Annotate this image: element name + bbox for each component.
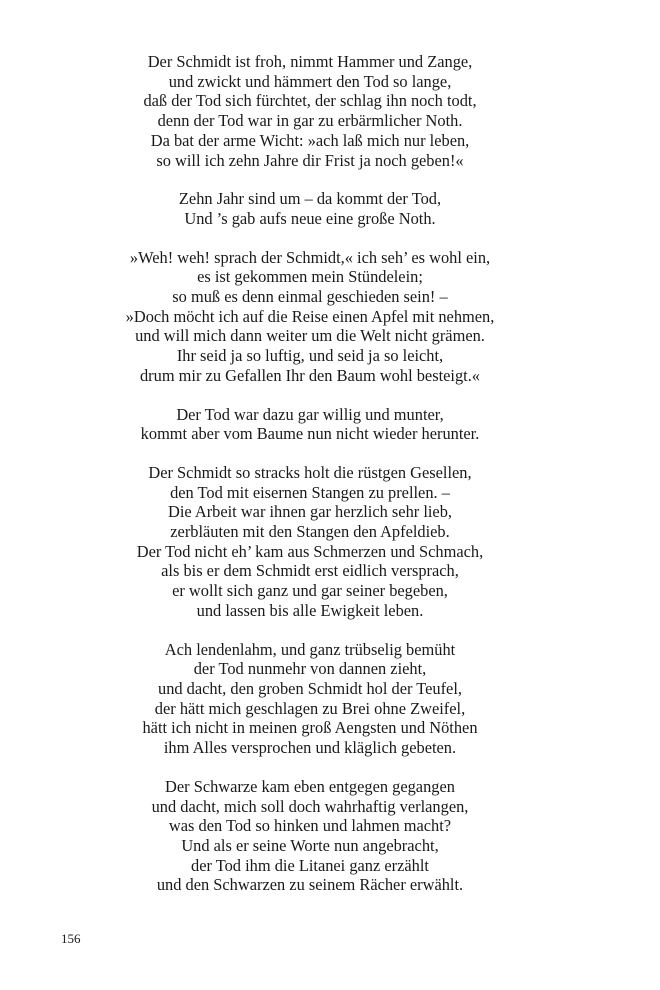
stanza — [0, 52, 620, 170]
poem-line: kommt aber vom Baume nun nicht wieder herunter. — [140, 424, 480, 444]
poem-line: daß der Tod sich fürchtet, der schlag ihn noch todt, — [143, 91, 477, 111]
poem-line: Ach lendenlahm, und ganz trübselig bemüht — [164, 639, 456, 659]
poem-line: »Doch möcht ich auf die Reise einen Apfel mit nehmen, — [125, 306, 495, 326]
poem-line: Der Tod nicht eh’ kam aus Schmerzen und Schmach, — [136, 541, 484, 561]
poem-line: der Tod ihm die Litanei ganz erzählt — [191, 855, 429, 875]
poem-line: und dacht, den groben Schmidt hol der Teufel, — [158, 678, 462, 698]
poem-line: so muß es denn einmal geschieden sein! – — [172, 287, 448, 307]
poem-line: Der Schwarze kam eben entgegen gegangen — [165, 776, 455, 796]
stanza — [0, 405, 620, 444]
poem-line: »Weh! weh! sprach der Schmidt,« ich seh’ es wohl ein, — [129, 247, 491, 267]
poem-line: so will ich zehn Jahre dir Frist ja noch geben!« — [156, 150, 464, 170]
poem-line: Der Schmidt ist froh, nimmt Hammer und Zange, — [147, 52, 473, 71]
poem-line: den Tod mit eisernen Stangen zu prellen. – — [170, 482, 450, 502]
poem-line: Der Tod war dazu gar willig und munter, — [176, 404, 444, 424]
poem-line: Der Schmidt so stracks holt die rüstgen Gesellen, — [148, 462, 472, 482]
poem-line: Und ’s gab aufs neue eine große Noth. — [184, 208, 436, 228]
poem-line: drum mir zu Gefallen Ihr den Baum wohl besteigt.« — [139, 365, 481, 385]
poem-line: hätt ich nicht in meinen groß Aengsten und Nöthen — [142, 718, 478, 738]
poem-line: Ihr seid ja so luftig, und seid ja so leicht, — [176, 346, 444, 366]
poem-line: der Tod nunmehr von dannen zieht, — [193, 659, 427, 679]
poem-line: der hätt mich geschlagen zu Brei ohne Zweifel, — [154, 698, 466, 718]
stanza — [0, 777, 620, 895]
poem-line: zerbläuten mit den Stangen den Apfeldieb. — [170, 522, 450, 542]
page-number: 156 — [61, 931, 81, 946]
poem-line: ihm Alles versprochen und kläglich gebeten. — [163, 738, 457, 758]
stanza — [0, 640, 620, 758]
poem-line: und lassen bis alle Ewigkeit leben. — [196, 600, 424, 620]
poem-line: es ist gekommen mein Stündelein; — [197, 267, 423, 287]
poem-line: Zehn Jahr sind um – da kommt der Tod, — [178, 189, 442, 209]
poem-line: er wollt sich ganz und gar seiner begeben, — [172, 581, 448, 601]
poem-line: und zwickt und hämmert den Tod so lange, — [168, 71, 452, 91]
poem-line: denn der Tod war in gar zu erbärmlicher Noth. — [157, 111, 463, 131]
poem-line: und den Schwarzen zu seinem Rächer erwählt. — [156, 875, 464, 895]
poem-body — [0, 52, 660, 914]
poem-line: und dacht, mich soll doch wahrhaftig verlangen, — [151, 796, 469, 816]
poem-line: was den Tod so hinken und lahmen macht? — [168, 816, 452, 836]
stanza — [0, 463, 620, 621]
stanza — [0, 248, 620, 386]
poem-line: Und als er seine Worte nun angebracht, — [181, 835, 439, 855]
poem-line: Da bat der arme Wicht: »ach laß mich nur leben, — [150, 130, 470, 150]
stanza — [0, 189, 620, 228]
poem-line: und will mich dann weiter um die Welt nicht grämen. — [135, 326, 485, 346]
poem-line: Die Arbeit war ihnen gar herzlich sehr lieb, — [168, 502, 452, 522]
poem-line: als bis er dem Schmidt erst eidlich versprach, — [161, 561, 459, 581]
